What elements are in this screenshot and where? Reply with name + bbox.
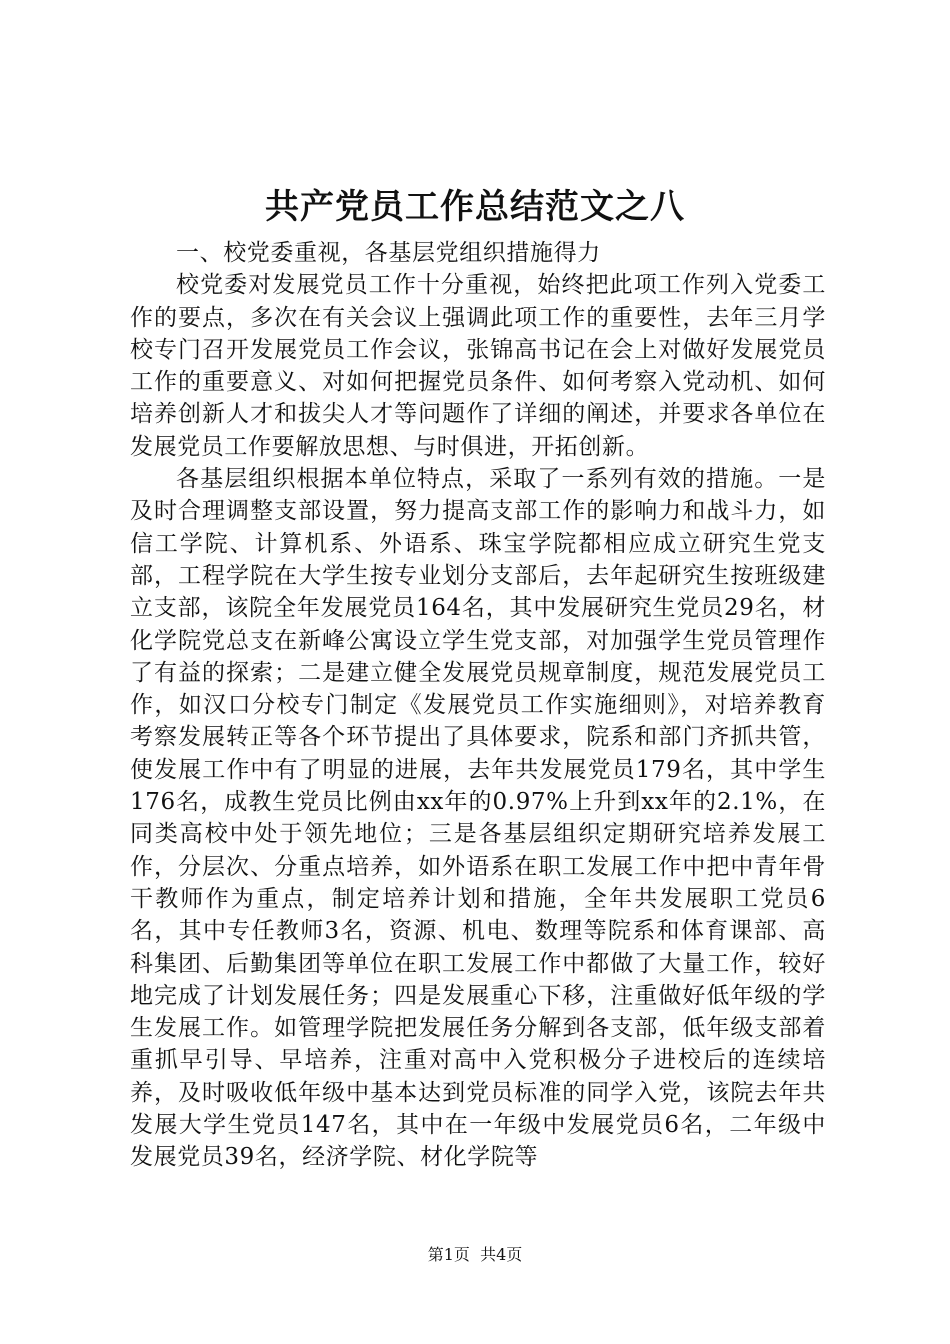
page-number: 第1页 (427, 1245, 470, 1264)
page-footer (0, 1244, 950, 1266)
document-body (130, 237, 826, 1174)
paragraph: 各基层组织根据本单位特点，采取了一系列有效的措施。一是及时合理调整支部设置，努力提高支部工作的影响力和战斗力，如信工学院、计算机系、外语系、珠宝学院都相应成立研究生党支部，工程学院在大学生按专业划分支部后，去年起研究生按班级建立支部，该院全年发展党员164名，其中发展研究生党员29名，材化学院党总支在新峰公寓设立学生党支部，对加强学生党员管理作了有益的探索；二是建立健全发展党员规章制度，规范发展党员工作，如汉口分校专门制定《发展党员工作实施细则》，对培养教育考察发展转正等各个环节提出了具体要求，院系和部门齐抓共管，使发展工作中有了明显的进展，去年共发展党员179名，其中学生176名，成教生党员比例由xx年的0.97%上升到xx年的2.1%，在同类高校中处于领先地位；三是各基层组织定期研究培养发展工作，分层次、分重点培养，如外语系在职工发展工作中把中青年骨干教师作为重点，制定培养计划和措施，全年共发展职工党员6名，其中专任教师3名，资源、机电、数理等院系和体育课部、高科集团、后勤集团等单位在职工发展工作中都做了大量工作，较好地完成了计划发展任务；四是发展重心下移，注重做好低年级的学生发展工作。如管理学院把发展任务分解到各支部，低年级支部着重抓早引导、早培养，注重对高中入党积极分子进校后的连续培养，及时吸收低年级中基本达到党员标准的同学入党，该院去年共发展大学生党员147名，其中在一年级中发展党员6名，二年级中发展党员39名，经济学院、材化学院等 (130, 466, 826, 1171)
document-title: 共产党员工作总结范文之八 (265, 187, 685, 227)
section-heading: 一、校党委重视，各基层党组织措施得力 (176, 240, 601, 266)
page-total: 共4页 (480, 1245, 523, 1264)
paragraph: 校党委对发展党员工作十分重视，始终把此项工作列入党委工作的要点，多次在有关会议上强调此项工作的重要性，去年三月学校专门召开发展党员工作会议，张锦高书记在会上对做好发展党员工作的重要意义、对如何把握党员条件、如何考察入党动机、如何培养创新人才和拔尖人才等问题作了详细的阐述，并要求各单位在发展党员工作要解放思想、与时俱进，开拓创新。 (130, 272, 826, 460)
